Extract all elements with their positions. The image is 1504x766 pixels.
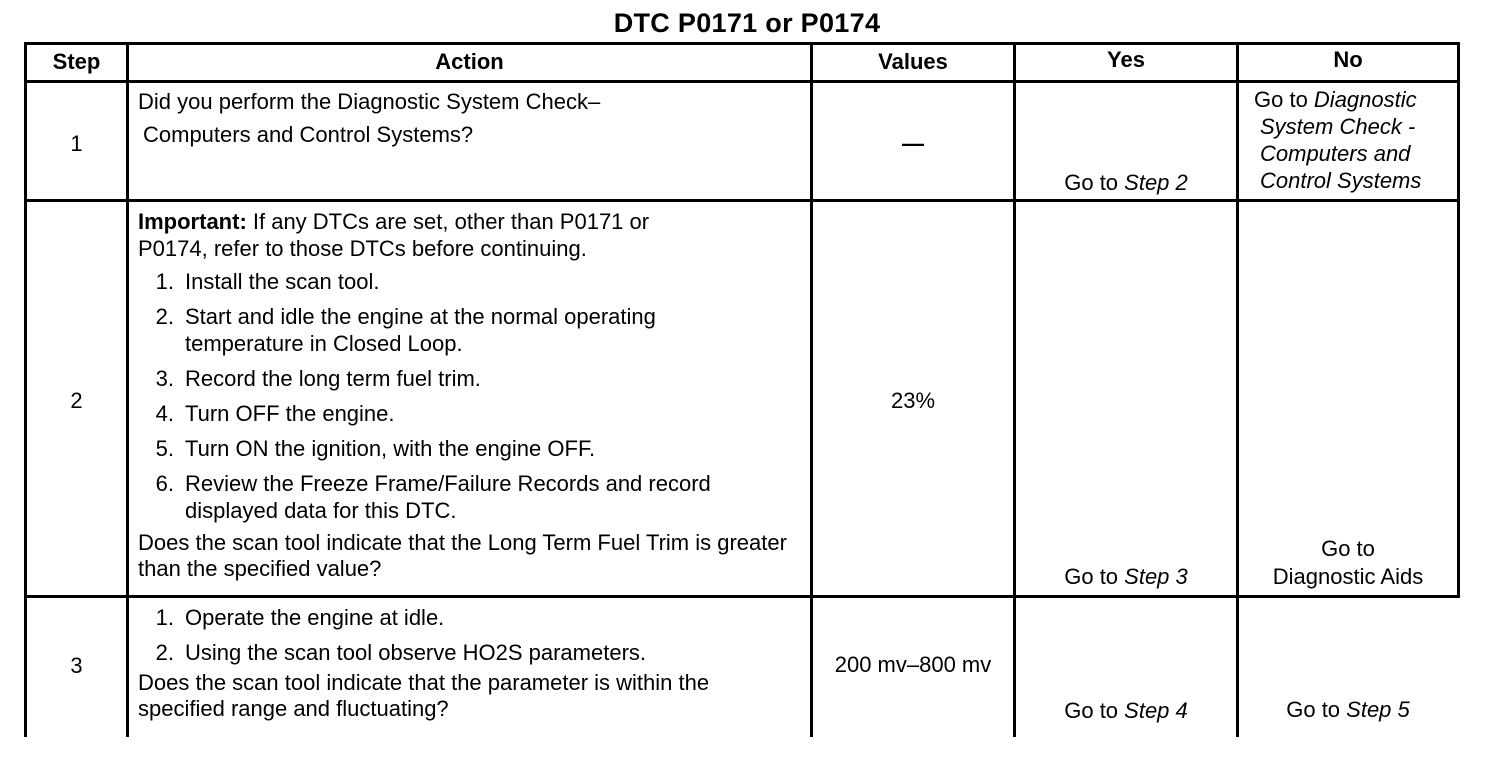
- row3-step: 3: [70, 653, 83, 678]
- col-divider-step-action: [126, 42, 129, 737]
- row1-no-target-line2: System Check -: [1260, 114, 1416, 139]
- row1-step: 1: [70, 131, 83, 156]
- row3-no-prefix: Go to: [1286, 697, 1347, 722]
- list-item: 4. Turn OFF the engine.: [155, 401, 395, 426]
- header-step: Step: [52, 49, 101, 74]
- row3-yes: [1016, 697, 1236, 724]
- row2-step: 2: [70, 388, 83, 413]
- list-item: 6. Review the Freeze Frame/Failure Records and record displayed data for this DTC.: [155, 471, 711, 523]
- header-action: Action: [435, 49, 504, 74]
- row1-yes-prefix: Go to: [1064, 170, 1125, 195]
- row2-bottom-border: [24, 595, 1460, 598]
- col-divider-values-yes: [1013, 42, 1016, 737]
- row3-no: [1239, 696, 1457, 723]
- row2-important-label: Important:: [138, 209, 247, 234]
- row1-value: —: [902, 131, 924, 156]
- row1-yes-target: Step 2: [1124, 170, 1188, 195]
- row2-yes-prefix: Go to: [1064, 564, 1125, 589]
- row3-steps-list: [138, 604, 778, 666]
- row1-no-target-line3: Computers and: [1260, 141, 1411, 166]
- row3-yes-target: Step 4: [1124, 698, 1188, 723]
- page-title: DTC P0171 or P0174: [613, 8, 881, 38]
- row1-no-target-line4: Control Systems: [1260, 168, 1422, 193]
- row2-no-line1: Go to: [1321, 536, 1375, 561]
- row3-question: Does the scan tool indicate that the parameter is within the specified range and fluctuating?: [138, 670, 710, 721]
- row3-yes-prefix: Go to: [1064, 698, 1125, 723]
- col-divider-yes-no: [1236, 42, 1239, 737]
- table-right-border: [1457, 42, 1460, 202]
- list-item: 2. Using the scan tool observe HO2S parameters.: [155, 640, 647, 665]
- header-bottom-border: [24, 80, 1460, 83]
- header-yes: Yes: [1107, 47, 1145, 72]
- diagnostic-table: [24, 42, 1460, 742]
- row3-value: 200 mv–800 mv: [834, 652, 992, 677]
- row2-important-text-1: If any DTCs are set, other than P0171 or: [246, 209, 650, 234]
- table-top-border: [24, 42, 1460, 45]
- row2-steps-list: [138, 268, 778, 524]
- header-values: Values: [878, 49, 948, 74]
- list-item: 2. Start and idle the engine at the normal operating temperature in Closed Loop.: [155, 304, 656, 356]
- row2-no-line2: Diagnostic Aids: [1272, 564, 1424, 589]
- row2-value: 23%: [890, 388, 936, 413]
- row1-no: [1254, 86, 1454, 194]
- row1-yes: [1016, 169, 1236, 196]
- list-item: 1. Operate the engine at idle.: [155, 605, 445, 630]
- table-right-border-lower: [1457, 202, 1460, 598]
- header-no: No: [1333, 47, 1363, 72]
- row1-action: [138, 88, 806, 148]
- row2-yes-target: Step 3: [1124, 564, 1188, 589]
- list-item: 3. Record the long term fuel trim.: [155, 366, 481, 391]
- row3-action: [138, 600, 806, 722]
- row2-no: [1239, 535, 1457, 591]
- row1-action-line1: Did you perform the Diagnostic System Check–: [138, 89, 601, 114]
- row2-important-text-2: P0174, refer to those DTCs before continuing.: [138, 236, 587, 261]
- row1-bottom-border: [24, 199, 1460, 202]
- row2-yes: [1016, 563, 1236, 590]
- list-item: 1. Install the scan tool.: [155, 269, 380, 294]
- row2-action: [138, 208, 806, 582]
- row2-question: Does the scan tool indicate that the Long Term Fuel Trim is greater than the specified value?: [138, 530, 787, 581]
- row1-no-target-line1: Diagnostic: [1313, 87, 1417, 112]
- row1-no-prefix: Go to: [1254, 87, 1314, 112]
- row1-action-line2: Computers and Control Systems?: [143, 122, 474, 147]
- list-item: 5. Turn ON the ignition, with the engine OFF.: [155, 436, 596, 461]
- row3-no-target: Step 5: [1346, 697, 1410, 722]
